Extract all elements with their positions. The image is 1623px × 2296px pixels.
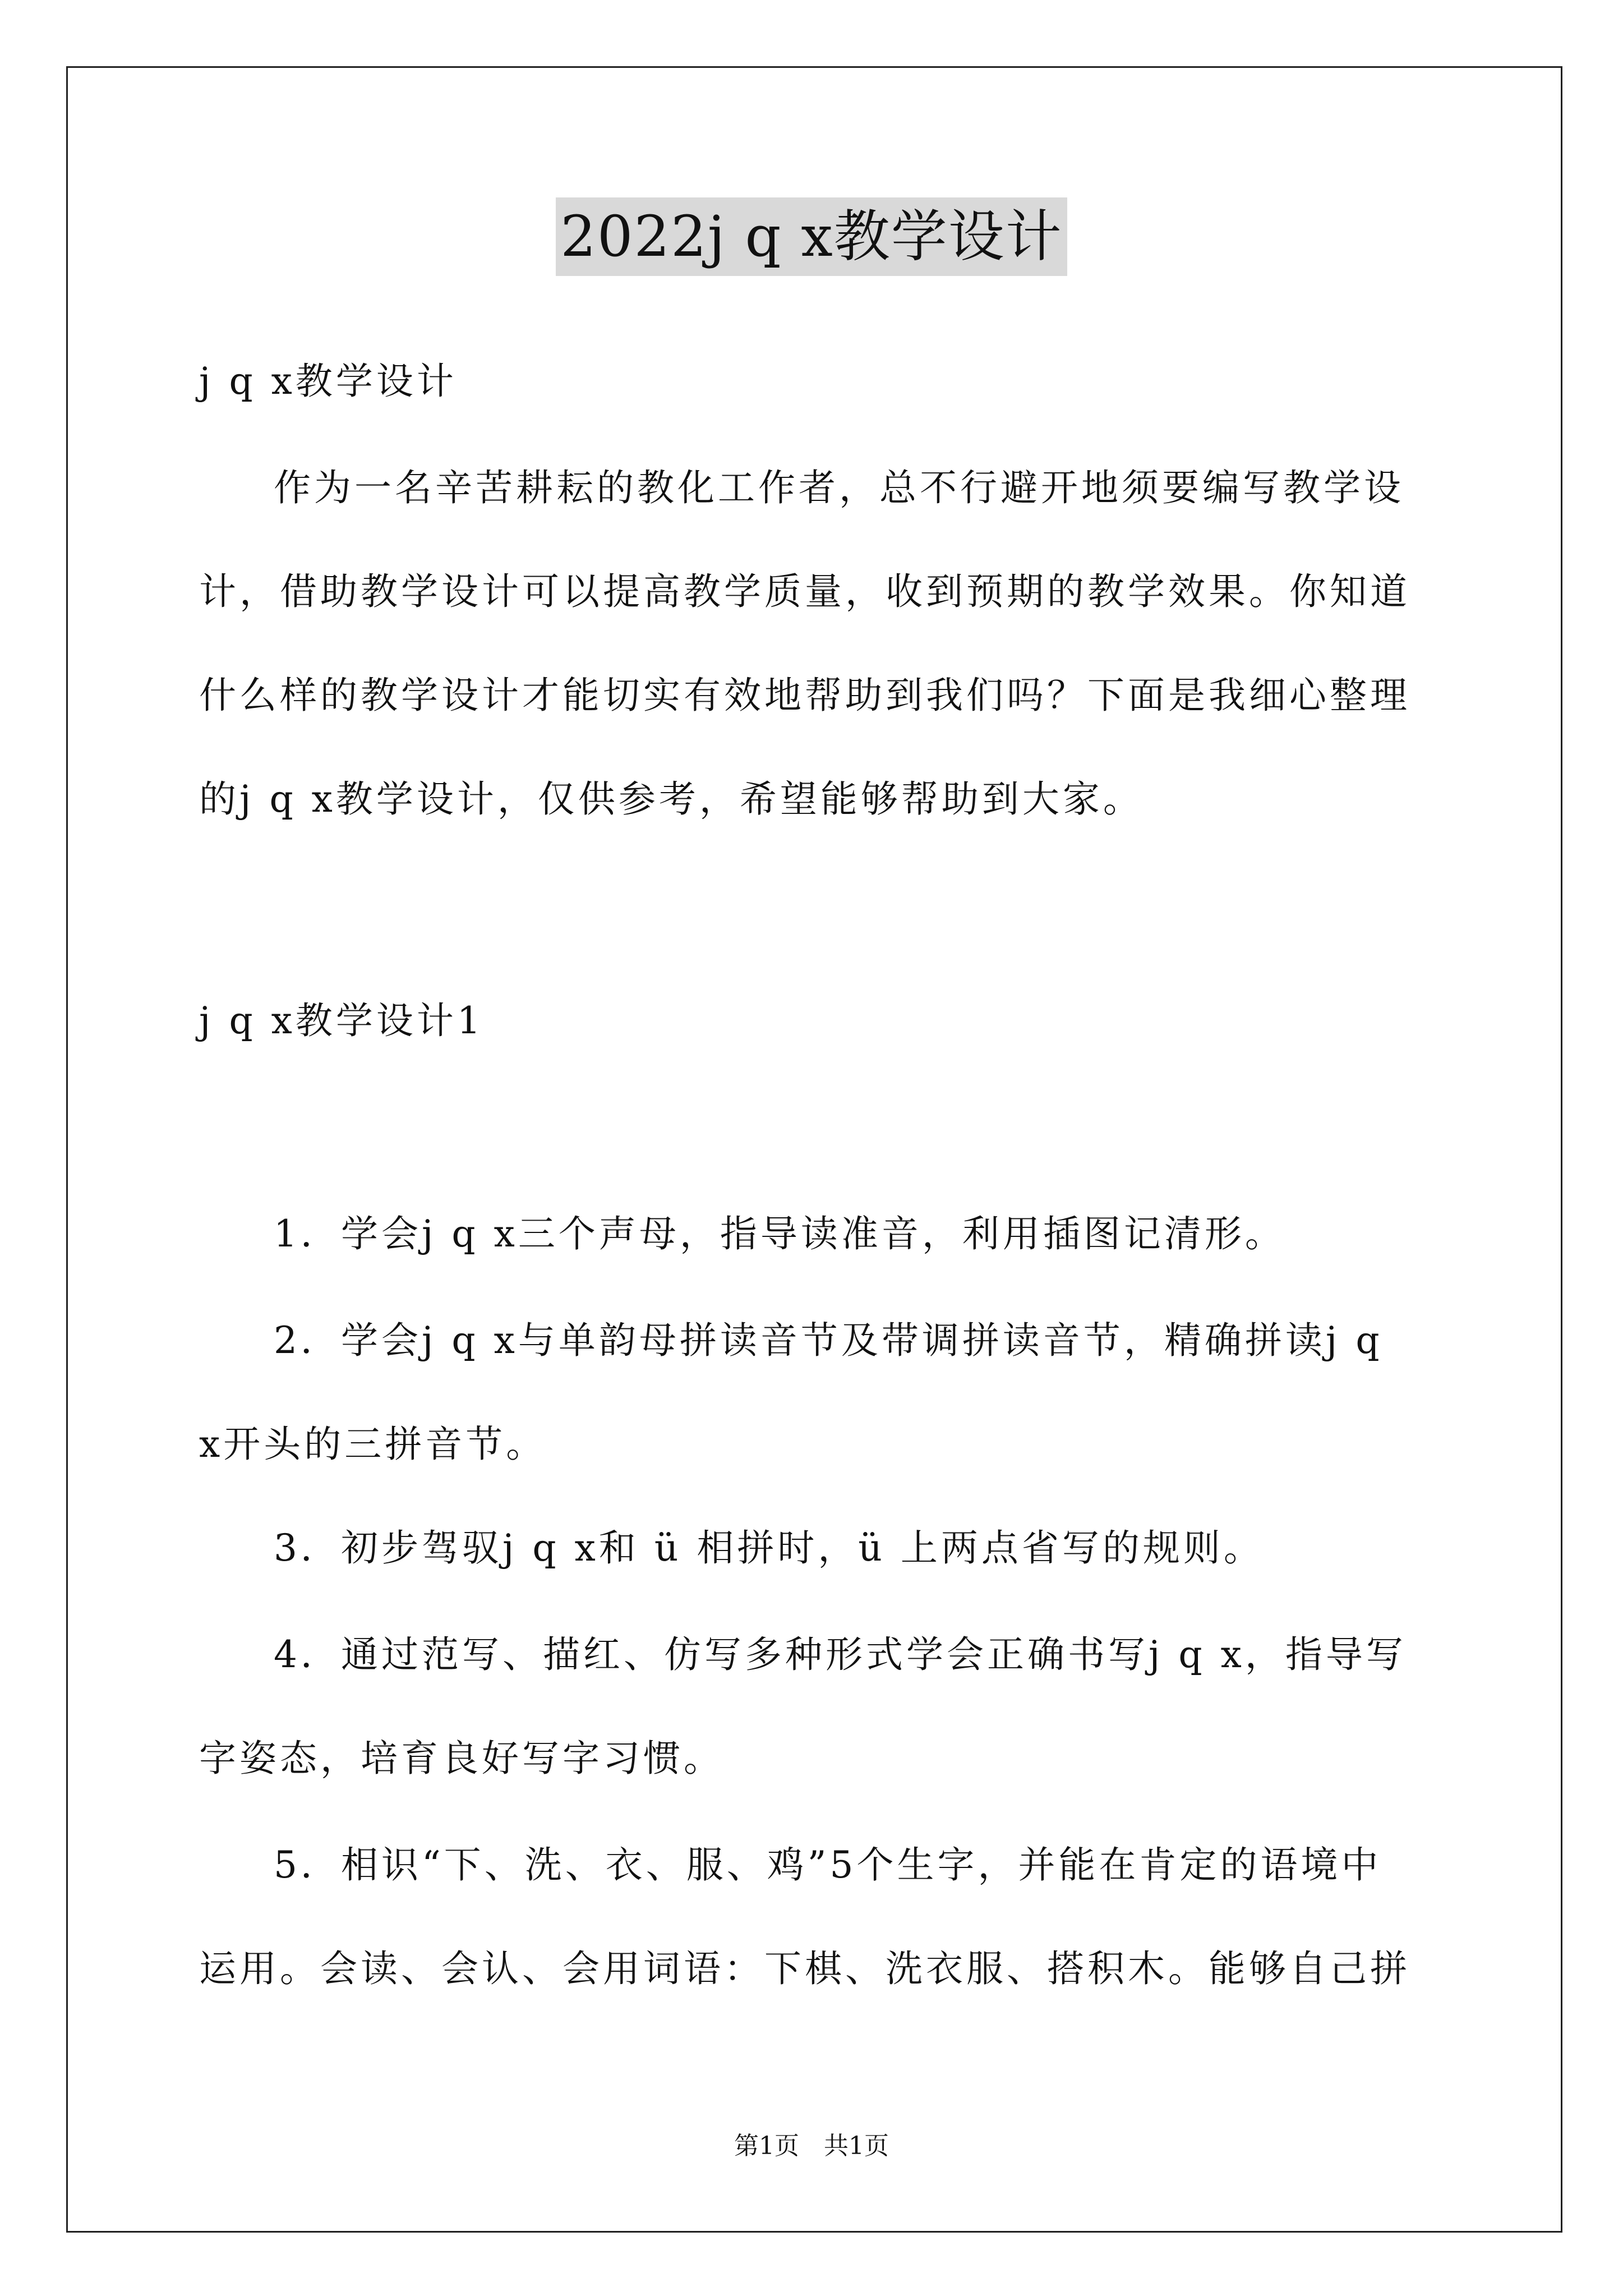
list-item: 3．初步驾驭j q x和 ü 相拼时，ü 上两点省写的规则。 bbox=[274, 1526, 1264, 1570]
section-heading: j q x教学设计1 bbox=[199, 999, 484, 1042]
list-item: 1．学会j q x三个声母，指导读准音，利用插图记清形。 bbox=[274, 1212, 1285, 1255]
list-item-continuation: 运用。会读、会认、会用词语：下棋、洗衣服、搭积木。能够自己拼 bbox=[199, 1947, 1410, 1990]
title-wrap bbox=[0, 197, 1623, 276]
intro-line: 作为一名辛苦耕耘的教化工作者，总不行避开地须要编写教学设 bbox=[274, 466, 1404, 509]
list-item: 4．通过范写、描红、仿写多种形式学会正确书写j q x，指导写 bbox=[274, 1633, 1407, 1676]
list-item: 2．学会j q x与单韵母拼读音节及带调拼读音节，精确拼读j q bbox=[274, 1319, 1383, 1362]
list-item-continuation: 字姿态，培育良好写字习惯。 bbox=[199, 1737, 724, 1780]
intro-line: 什么样的教学设计才能切实有效地帮助到我们吗？下面是我细心整理 bbox=[199, 674, 1410, 717]
document-title: 2022j q x教学设计 bbox=[556, 197, 1067, 276]
subtitle: j q x教学设计 bbox=[199, 360, 457, 403]
intro-line: 的j q x教学设计，仅供参考，希望能够帮助到大家。 bbox=[199, 777, 1144, 821]
list-item-continuation: x开头的三拼音节。 bbox=[199, 1423, 547, 1466]
page-footer: 第1页 共1页 bbox=[734, 2132, 889, 2160]
list-item: 5．相识“下、洗、衣、服、鸡”5个生字，并能在肯定的语境中 bbox=[274, 1843, 1382, 1887]
intro-line: 计，借助教学设计可以提高教学质量，收到预期的教学效果。你知道 bbox=[199, 570, 1410, 613]
